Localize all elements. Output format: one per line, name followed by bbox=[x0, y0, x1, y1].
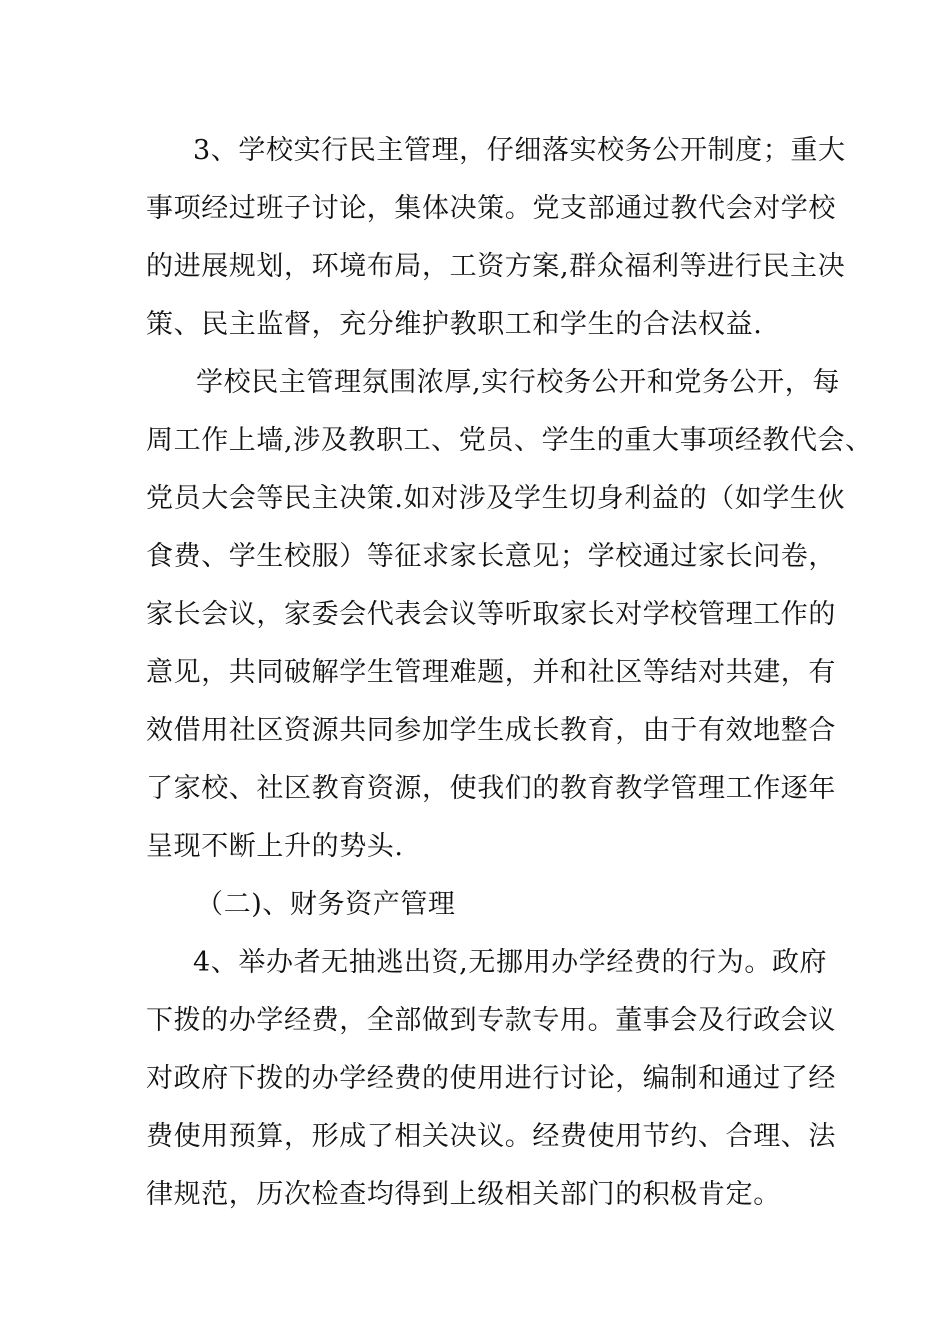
text-line: 4、举办者无抽逃出资,无挪用办学经费的行为。政府 bbox=[193, 947, 828, 978]
text-line: 下拨的办学经费，全部做到专款专用。董事会及行政会议 bbox=[146, 1005, 836, 1036]
text-line: 3、学校实行民主管理，仔细落实校务公开制度；重大 bbox=[193, 135, 846, 166]
text-line: 的进展规划，环境布局，工资方案,群众福利等进行民主决 bbox=[146, 251, 846, 282]
text-line: 对政府下拨的办学经费的使用进行讨论，编制和通过了经 bbox=[146, 1063, 836, 1094]
section-heading: （二)、财务资产管理 bbox=[196, 889, 456, 920]
text-line: 效借用社区资源共同参加学生成长教育，由于有效地整合 bbox=[146, 715, 836, 746]
text-line: 策、民主监督，充分维护教职工和学生的合法权益. bbox=[146, 309, 763, 340]
text-line: 了家校、社区教育资源，使我们的教育教学管理工作逐年 bbox=[146, 773, 836, 804]
text-line: 律规范，历次检查均得到上级相关部门的积极肯定。 bbox=[146, 1179, 781, 1210]
text-line: 事项经过班子讨论，集体决策。党支部通过教代会对学校 bbox=[146, 193, 836, 224]
text-line: 食费、学生校服）等征求家长意见；学校通过家长问卷， bbox=[146, 541, 836, 572]
text-line: 意见，共同破解学生管理难题，并和社区等结对共建，有 bbox=[146, 657, 836, 688]
text-line: 费使用预算，形成了相关决议。经费使用节约、合理、法 bbox=[146, 1121, 836, 1152]
text-line: 学校民主管理氛围浓厚,实行校务公开和党务公开，每 bbox=[196, 367, 840, 398]
text-line: 呈现不断上升的势头. bbox=[146, 831, 404, 862]
text-line: 家长会议，家委会代表会议等听取家长对学校管理工作的 bbox=[146, 599, 836, 630]
text-line: 党员大会等民主决策.如对涉及学生切身利益的（如学生伙 bbox=[146, 483, 846, 514]
text-line: 周工作上墙,涉及教职工、党员、学生的重大事项经教代会、 bbox=[146, 425, 873, 456]
